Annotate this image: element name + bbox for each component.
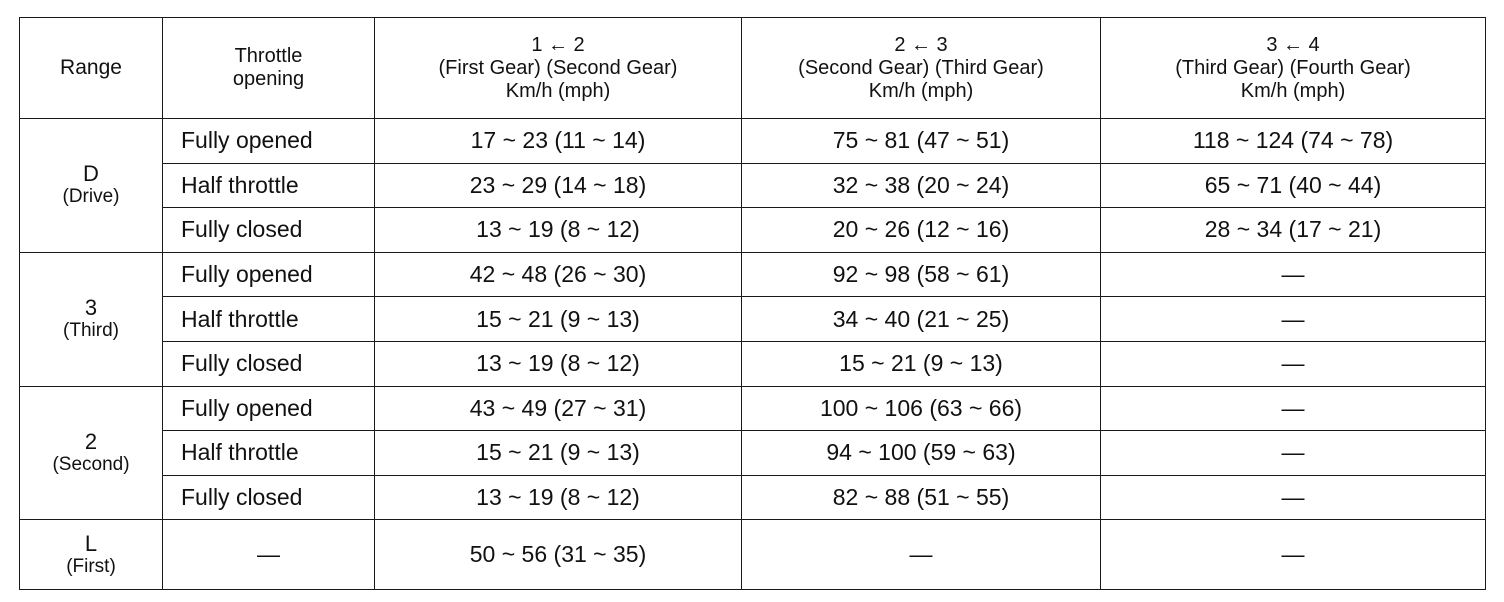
- speed-cell-2-3: 94 ~ 100 (59 ~ 63): [742, 431, 1101, 476]
- throttle-cell: Half throttle: [163, 163, 375, 208]
- speed-cell-2-3: 100 ~ 106 (63 ~ 66): [742, 386, 1101, 431]
- header-range: Range: [20, 18, 163, 119]
- speed-cell-2-3: 20 ~ 26 (12 ~ 16): [742, 208, 1101, 253]
- speed-cell-1-2: 15 ~ 21 (9 ~ 13): [375, 297, 742, 342]
- table-row: [20, 163, 1486, 208]
- speed-cell-2-3: 92 ~ 98 (58 ~ 61): [742, 252, 1101, 297]
- range-cell-d: D (Drive): [20, 119, 163, 253]
- speed-cell-3-4: 28 ~ 34 (17 ~ 21): [1101, 208, 1486, 253]
- speed-cell-1-2: 13 ~ 19 (8 ~ 12): [375, 475, 742, 520]
- throttle-cell: Fully closed: [163, 208, 375, 253]
- speed-cell-3-4: 65 ~ 71 (40 ~ 44): [1101, 163, 1486, 208]
- table-row: [20, 252, 1486, 297]
- throttle-cell: Half throttle: [163, 297, 375, 342]
- throttle-cell: Fully opened: [163, 119, 375, 164]
- table-row: [20, 119, 1486, 164]
- speed-cell-2-3: —: [742, 520, 1101, 590]
- table-row: [20, 431, 1486, 476]
- speed-cell-1-2: 17 ~ 23 (11 ~ 14): [375, 119, 742, 164]
- speed-cell-1-2: 13 ~ 19 (8 ~ 12): [375, 341, 742, 386]
- speed-cell-2-3: 82 ~ 88 (51 ~ 55): [742, 475, 1101, 520]
- throttle-cell: Fully closed: [163, 475, 375, 520]
- speed-cell-2-3: 15 ~ 21 (9 ~ 13): [742, 341, 1101, 386]
- range-cell-2: 2 (Second): [20, 386, 163, 520]
- range-cell-l: L (First): [20, 520, 163, 590]
- speed-cell-2-3: 75 ~ 81 (47 ~ 51): [742, 119, 1101, 164]
- table-row: [20, 520, 1486, 590]
- throttle-cell: —: [163, 520, 375, 590]
- speed-cell-3-4: —: [1101, 520, 1486, 590]
- speed-cell-3-4: —: [1101, 252, 1486, 297]
- header-shift-2-3: 2 ← 3 (Second Gear) (Third Gear) Km/h (mph): [742, 18, 1101, 119]
- shift-speed-table: [19, 17, 1486, 590]
- speed-cell-1-2: 50 ~ 56 (31 ~ 35): [375, 520, 742, 590]
- speed-cell-3-4: —: [1101, 475, 1486, 520]
- speed-cell-3-4: —: [1101, 341, 1486, 386]
- table-row: [20, 386, 1486, 431]
- speed-cell-1-2: 42 ~ 48 (26 ~ 30): [375, 252, 742, 297]
- speed-cell-3-4: 118 ~ 124 (74 ~ 78): [1101, 119, 1486, 164]
- speed-cell-2-3: 32 ~ 38 (20 ~ 24): [742, 163, 1101, 208]
- speed-cell-1-2: 43 ~ 49 (27 ~ 31): [375, 386, 742, 431]
- header-shift-1-2: 1 ← 2 (First Gear) (Second Gear) Km/h (mph): [375, 18, 742, 119]
- speed-cell-2-3: 34 ~ 40 (21 ~ 25): [742, 297, 1101, 342]
- range-cell-3: 3 (Third): [20, 252, 163, 386]
- speed-cell-1-2: 23 ~ 29 (14 ~ 18): [375, 163, 742, 208]
- table-header-row: [20, 18, 1486, 119]
- speed-cell-3-4: —: [1101, 297, 1486, 342]
- throttle-cell: Fully opened: [163, 252, 375, 297]
- header-shift-3-4: 3 ← 4 (Third Gear) (Fourth Gear) Km/h (mph): [1101, 18, 1486, 119]
- speed-cell-1-2: 15 ~ 21 (9 ~ 13): [375, 431, 742, 476]
- throttle-cell: Fully opened: [163, 386, 375, 431]
- table-row: [20, 475, 1486, 520]
- table-row: [20, 208, 1486, 253]
- speed-cell-3-4: —: [1101, 431, 1486, 476]
- table-row: [20, 341, 1486, 386]
- header-throttle-opening: Throttle opening: [163, 18, 375, 119]
- throttle-cell: Half throttle: [163, 431, 375, 476]
- table-row: [20, 297, 1486, 342]
- speed-cell-1-2: 13 ~ 19 (8 ~ 12): [375, 208, 742, 253]
- throttle-cell: Fully closed: [163, 341, 375, 386]
- speed-cell-3-4: —: [1101, 386, 1486, 431]
